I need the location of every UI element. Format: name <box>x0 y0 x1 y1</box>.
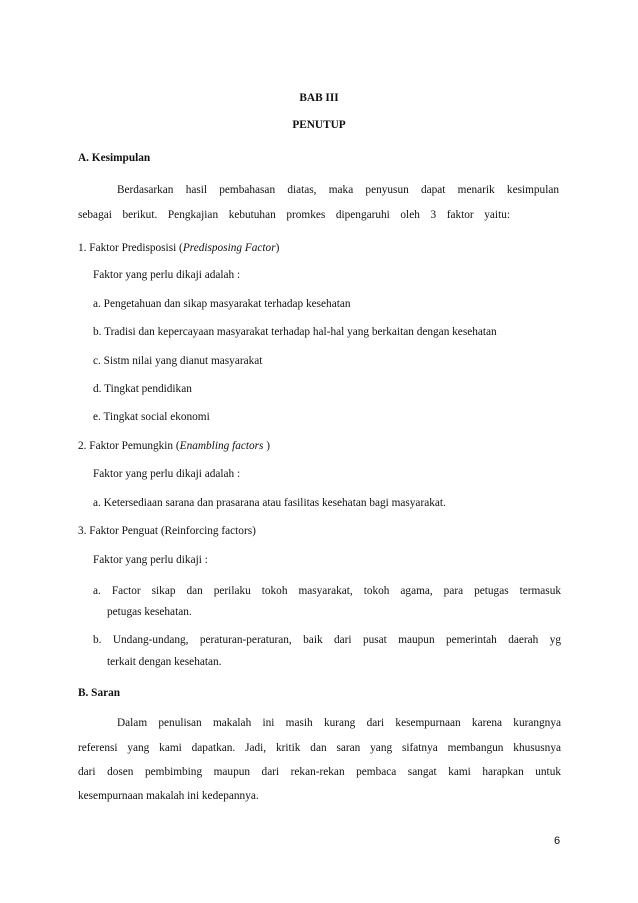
section-b-title: B. Saran <box>78 687 121 699</box>
section-a-title: A. Kesimpulan <box>78 152 151 164</box>
page-number: 6 <box>554 835 561 847</box>
list-item: a. Ketersediaan sarana dan prasarana atau fasilitas kesehatan bagi masyarakat. <box>93 497 446 509</box>
factor-3-title: 3. Faktor Penguat (Reinforcing factors) <box>78 525 256 537</box>
chapter-title: PENUTUP <box>292 119 346 131</box>
factor-3-lead: Faktor yang perlu dikaji : <box>93 554 208 566</box>
factor-1-lead: Faktor yang perlu dikaji adalah : <box>93 269 241 281</box>
paragraph-line: referensi yang kami dapatkan. Jadi, kritik dan saran yang sifatnya membangun khususnya <box>78 742 561 754</box>
paragraph-line: Dalam penulisan makalah ini masih kurang dari kesempurnaan karena kurangnya <box>117 717 561 729</box>
paragraph-line: kesempurnaan makalah ini kedepannya. <box>78 790 259 802</box>
factor-1-english-term: Predisposing Factor <box>182 242 276 254</box>
list-item: c. Sistm nilai yang dianut masyarakat <box>93 355 263 367</box>
factor-1-title: 1. Faktor Predisposisi (Predisposing Factor) <box>78 242 280 254</box>
list-item: e. Tingkat social ekonomi <box>93 411 210 423</box>
list-item-continuation: petugas kesehatan. <box>107 606 192 618</box>
list-item: d. Tingkat pendidikan <box>93 383 192 395</box>
chapter-label: BAB III <box>299 92 339 104</box>
list-item: a. Factor sikap dan perilaku tokoh masyarakat, tokoh agama, para petugas termasuk <box>93 585 561 597</box>
intro-line-2: sebagai berikut. Pengkajian kebutuhan promkes dipengaruhi oleh 3 faktor yaitu: <box>78 209 510 221</box>
intro-line-1: Berdasarkan hasil pembahasan diatas, maka penyusun dapat menarik kesimpulan <box>117 184 559 196</box>
factor-2-english-term: Enambling factors <box>179 440 264 452</box>
list-item: b. Undang-undang, peraturan-peraturan, baik dari pusat maupun pemerintah daerah yg <box>93 634 561 646</box>
factor-2-lead: Faktor yang perlu dikaji adalah : <box>93 468 241 480</box>
paragraph-line: dari dosen pembimbing maupun dari rekan-rekan pembaca sangat kami harapkan untuk <box>78 766 561 778</box>
list-item: b. Tradisi dan kepercayaan masyarakat terhadap hal-hal yang berkaitan dengan kesehatan <box>93 326 497 338</box>
list-item: a. Pengetahuan dan sikap masyarakat terhadap kesehatan <box>93 298 351 310</box>
list-item-continuation: terkait dengan kesehatan. <box>107 656 222 668</box>
factor-2-title: 2. Faktor Pemungkin (Enambling factors ) <box>78 440 271 452</box>
